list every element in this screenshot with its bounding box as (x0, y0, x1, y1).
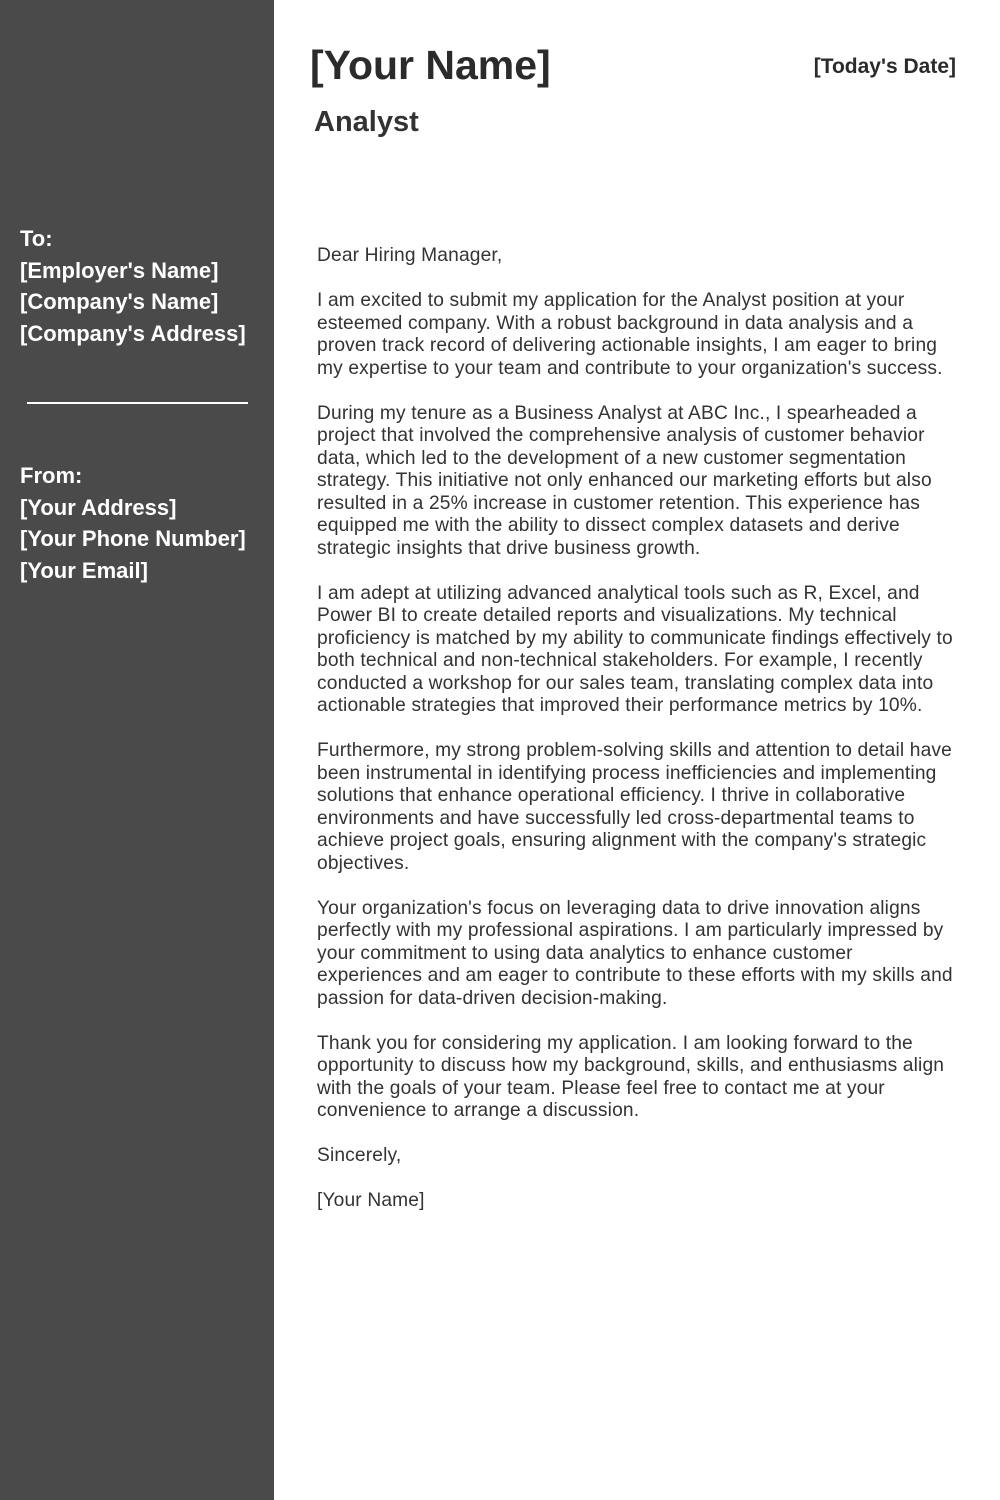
sidebar-divider (27, 402, 248, 404)
closing: Sincerely, (317, 1145, 402, 1166)
sender-address: [Your Address] (20, 494, 177, 520)
paragraph: I am adept at utilizing advanced analytical tools such as R, Excel, and Power BI to create detailed reports and visualizations. My technical proficiency is matched by my ability to communicate findings effectively to both technical and non-technical stakeholders. For example, I recently conducted a workshop for our sales team, translating complex data into actionable strategies that improved their performance metrics by 10%. (317, 582, 953, 716)
sender-phone: [Your Phone Number] (20, 526, 246, 551)
letter-date: [Today's Date] (813, 55, 956, 78)
job-title: Analyst (314, 106, 419, 138)
from-label: From: (20, 463, 83, 488)
applicant-name: [Your Name] (310, 42, 551, 88)
recipient-block (20, 223, 246, 349)
paragraph: During my tenure as a Business Analyst at ABC Inc., I spearheaded a project that involved the comprehensive analysis of customer behavior data, which led to the development of a new customer segmentation strategy. This initiative not only enhanced our marketing efforts but also resulted in a 25% increase in customer retention. This experience has equipped me with the ability to dissect complex datasets and derive strategic insights that drive business growth. (317, 402, 932, 559)
paragraph: Thank you for considering my application. I am looking forward to the opportunity to discuss how my background, skills, and enthusiasms align with the goals of your team. Please feel free to contact me at your convenience to arrange a discussion. (317, 1032, 945, 1121)
paragraph: Your organization's focus on leveraging data to drive innovation aligns perfectly with my professional aspirations. I am particularly impressed by your commitment to using data analytics to enhance customer experiences and am eager to contribute to these efforts with my skills and passion for data-driven decision-making. (317, 897, 953, 1009)
letter-body (317, 245, 962, 1235)
company-address: [Company's Address] (20, 320, 246, 346)
paragraph: I am excited to submit my application for the Analyst position at your esteemed company. With a robust background in data analysis and a proven track record of delivering actionable insights, I am eager to bring my expertise to your team and contribute to your organization's success. (317, 290, 943, 379)
paragraph: Furthermore, my strong problem-solving skills and attention to detail have been instrumental in identifying process inefficiencies and implementing solutions that enhance operational efficiency. I thrive in collaborative environments and have successfully led cross-departmental teams to achieve project goals, ensuring alignment with the company's strategic objectives. (317, 740, 952, 874)
sender-block (20, 460, 246, 586)
company-name: [Company's Name] (20, 289, 219, 314)
salutation: Dear Hiring Manager, (317, 245, 503, 266)
sidebar (0, 0, 274, 1500)
signature: [Your Name] (317, 1190, 425, 1211)
sender-email: [Your Email] (20, 557, 148, 583)
to-label: To: (20, 226, 53, 251)
employer-name: [Employer's Name] (20, 257, 219, 283)
